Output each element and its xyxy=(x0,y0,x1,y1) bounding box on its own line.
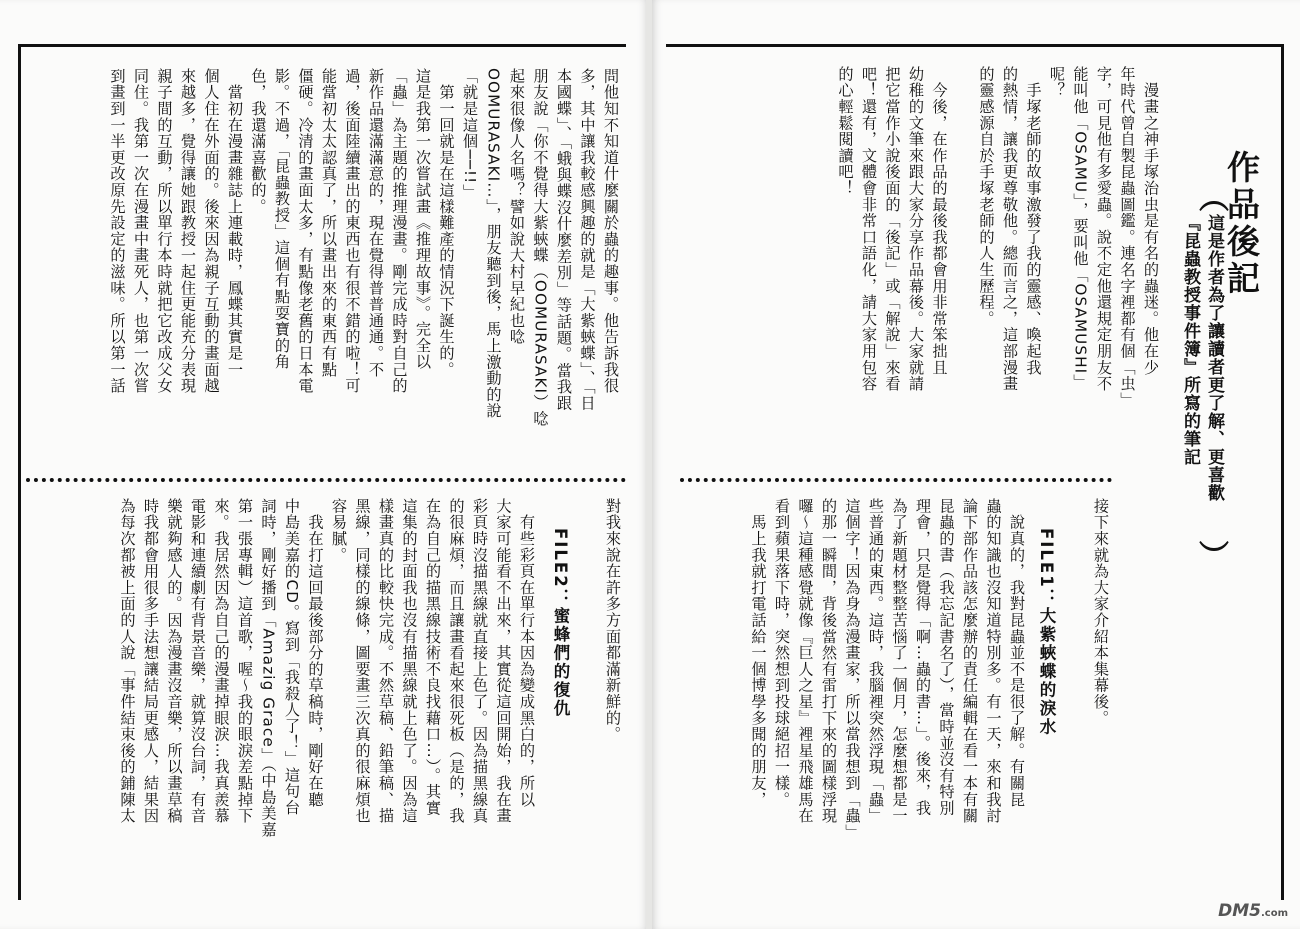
text-column-line: 能當初太太認真了，所以畫出來的東西有點 xyxy=(320,68,338,378)
text-column-line: 起來很像人名嗎？譬如說大村早紀也唸 xyxy=(508,68,526,346)
text-column-line: 第一張專輯）這首歌，喔～我的眼淚差點掉下 xyxy=(236,498,254,824)
text-column-line: 今後，在作品的最後我都會用非常笨拙且 xyxy=(930,66,949,376)
text-column-line: 樣畫真的比較快完成。不然草稿、鉛筆稿、描 xyxy=(377,498,395,824)
left-page-top-border xyxy=(18,44,626,47)
text-column-line: 新作品還滿滿意的，現在覺得普普通通。不 xyxy=(367,68,385,378)
text-column-line: 過，後面陸續畫出的東西也有很不錯的啦！可 xyxy=(343,68,362,394)
subtitle-line: 這是作者為了讓讀者更了解、更喜歡 xyxy=(1204,214,1224,502)
text-column-line: 來。我居然因為自己的漫畫掉眼淚…我真羨慕 xyxy=(212,498,231,824)
left-page-divider xyxy=(26,478,626,482)
text-column-line: 囉～這種感覺就像『巨人之星』裡星飛雄馬在 xyxy=(796,498,815,824)
text-column-line: 詞時，剛好播到「Amazig Grace」（中島美嘉 xyxy=(259,498,278,838)
dm5-watermark-logo xyxy=(1218,901,1288,921)
text-column-line: 馬上我就打電話給一個博學多聞的朋友， xyxy=(749,498,768,808)
right-page-intro: 接下來就為大家介紹本集幕後。 xyxy=(1092,498,1110,727)
text-column-line: 的心輕鬆閱讀吧！ xyxy=(836,66,855,197)
text-column-line: 的很麻煩，而且讓畫看起來很死板（是的，我 xyxy=(447,498,466,824)
text-column-line: 這集的封面我也沒有描黑線就上色了。因為這 xyxy=(400,498,419,824)
text-column-line: 為了新題材整整苦惱了一個月，怎麼想都是一 xyxy=(890,498,909,824)
text-column-line: 樂就夠感人的。因為漫畫沒音樂，所以畫草稿 xyxy=(165,498,184,824)
text-column-line: 為每次都被上面的人說「事件結束後的鋪陳太 xyxy=(118,498,137,824)
text-column-line: 吧！還有，文體會非常口語化，請大家用包容 xyxy=(860,66,878,392)
text-column-line: OOMURASAKI…」，朋友聽到後，馬上激動的說 xyxy=(484,68,503,420)
file2-body-text xyxy=(60,498,538,918)
text-column-line: 大家可能看不出來，其實從這回開始，我在畫 xyxy=(494,498,513,824)
right-page-top-border xyxy=(666,44,1284,47)
file1-body-text xyxy=(732,498,1028,918)
text-column-line: 這是我第一次嘗試畫《推理故事》。完全以 xyxy=(414,68,432,371)
text-column-line: 漫畫之神手塚治虫是有名的蟲迷。他在少 xyxy=(1142,66,1160,376)
text-column-line: 影。不過，「昆蟲教授」這個有點耍寶的角 xyxy=(273,68,291,371)
text-column-line: 中島美嘉的CD。寫到「我殺人了！」這句台 xyxy=(283,498,301,816)
file1-heading: FILE1：大紫蛺蝶的淚水 xyxy=(1037,528,1056,737)
text-column-line: 字，可見他有多愛蟲。說不定他還規定朋友不 xyxy=(1095,66,1113,392)
text-column-line: 蟲的知識也沒知道特別多。有一天，來和我討 xyxy=(984,498,1003,824)
text-column-line: 同住。我第一次在漫畫中畫死人，也第一次嘗 xyxy=(132,68,150,394)
subtitle-paren-open: ︵ xyxy=(1193,182,1228,212)
subtitle-paren-close: ︶ xyxy=(1193,540,1228,570)
right-page-divider xyxy=(680,478,1112,482)
text-column-line: 些普通的東西。這時，我腦裡突然浮現「蟲」 xyxy=(867,498,885,824)
left-page-lead-line: 對我來說在許多方面都滿新鮮的。 xyxy=(604,498,622,743)
text-column-line: 能叫他「OSAMU」，要叫他「OSAMUSHI」 xyxy=(1071,66,1090,391)
text-column-line: 問他知不知道什麼關於蟲的趣事。他告訴我很 xyxy=(602,68,620,394)
text-column-line: 本國蝶」、「蛾與蝶沒什麼差別」等話題。當我跟 xyxy=(555,68,573,412)
afterword-subtitle xyxy=(1178,214,1226,544)
right-page-right-border xyxy=(1281,44,1284,900)
right-page xyxy=(652,0,1300,929)
text-column-line: 容易膩。 xyxy=(330,498,348,564)
text-column-line: 年時代曾自製昆蟲圖鑑。連名字裡都有個「虫」 xyxy=(1118,66,1137,409)
left-page-left-border xyxy=(18,44,21,900)
file2-heading: FILE2：蜜蜂們的復仇 xyxy=(551,528,570,719)
text-column-line: 說真的，我對昆蟲並不是很了解。有關昆 xyxy=(1008,498,1026,808)
text-column-line: 多，其中讓我較感興趣的就是「大紫蛺蝶」、「日 xyxy=(578,68,597,412)
text-column-line: 呢？ xyxy=(1048,66,1066,99)
text-column-line: 朋友說「你不覺得大紫蛺蝶（OOMURASAKI）唸 xyxy=(531,68,550,427)
text-column-line: 這個字！因為身為漫畫家，所以當我想到「蟲」 xyxy=(843,498,862,841)
text-column-line: 的熱情，讓我更尊敬他。總而言之，這部漫畫 xyxy=(1001,66,1019,392)
afterword-title: 作品後記 xyxy=(1222,150,1261,298)
text-column-line: 有些彩頁在單行本因為變成黑白的，所以 xyxy=(518,498,536,808)
watermark-suffix: .com xyxy=(1260,908,1288,919)
text-column-line: 理會，只是覺得「啊…蟲的書…」。後來，我 xyxy=(914,498,932,817)
text-column-line: 電影和連續劇有背景音樂，就算沒台詞，有音 xyxy=(189,498,207,824)
text-column-line: 昆蟲的書（我忘記書名了），當時並沒有特別 xyxy=(937,498,956,817)
text-column-line: 手塚老師的故事激發了我的靈感、喚起我 xyxy=(1024,66,1043,376)
text-column-line: 彩頁時沒描黑線就直接上色了。因為描黑線真 xyxy=(471,498,489,824)
text-column-line: 「就是這個──!!」 xyxy=(461,68,479,201)
text-column-line: 來越多，覺得讓她跟教授一起住更能充分表現 xyxy=(179,68,197,394)
left-page-top-text xyxy=(40,68,622,468)
text-column-line: 把它當作小說後面的「後記」或「解說」來看 xyxy=(883,66,902,392)
watermark-brand: DM5 xyxy=(1218,901,1261,921)
right-page-top-text xyxy=(752,66,1162,466)
text-column-line: 論下部作品該怎麼辦的責任編輯在看一本有關 xyxy=(961,498,979,824)
text-column-line: 當初在漫畫雜誌上連載時，鳳蝶其實是一 xyxy=(226,68,244,378)
text-column-line: 第一回就是在這樣難產的情況下誕生的。 xyxy=(437,68,456,378)
text-column-line: 親子間的互動，所以單行本時就把它改成父女 xyxy=(155,68,174,394)
text-column-line: 「蟲」為主題的推理漫畫。剛完成時對自己的 xyxy=(390,68,409,394)
text-column-line: 到畫到一半更改原先設定的滋味。所以第一話 xyxy=(108,68,127,394)
text-column-line: 幼稚的文筆來跟大家分享作品幕後。大家就請 xyxy=(907,66,925,392)
text-column-line: 看到蘋果落下時，突然想到投球絕招一樣。 xyxy=(773,498,791,808)
text-column-line: 色，我還滿喜歡的。 xyxy=(249,68,268,215)
text-column-line xyxy=(951,66,975,466)
text-column-line: 我在打這回最後部分的草稿時，剛好在聽 xyxy=(306,498,325,808)
text-column-line: 的那一瞬間，背後當然有雷打下來的圖樣浮現 xyxy=(820,498,838,824)
subtitle-line: 『昆蟲教授事件簿』所寫的筆記 xyxy=(1180,214,1200,466)
text-column-line: 黑線，同樣的線條，圖要畫三次真的很麻煩也 xyxy=(353,498,372,824)
left-page xyxy=(0,0,648,929)
text-column-line: 時我都會用很多手法想讓結局更感人，結果因 xyxy=(142,498,160,824)
text-column-line: 的靈感源自於手塚老師的人生歷程。 xyxy=(977,66,996,327)
text-column-line: 在為自己的描黑線技術不良找藉口…）。其實 xyxy=(424,498,442,817)
text-column-line: 僵硬。冷清的畫面太多，有點像老舊的日本電 xyxy=(296,68,315,394)
text-column-line: 個人住在外面的。後來因為親子互動的畫面越 xyxy=(202,68,221,394)
